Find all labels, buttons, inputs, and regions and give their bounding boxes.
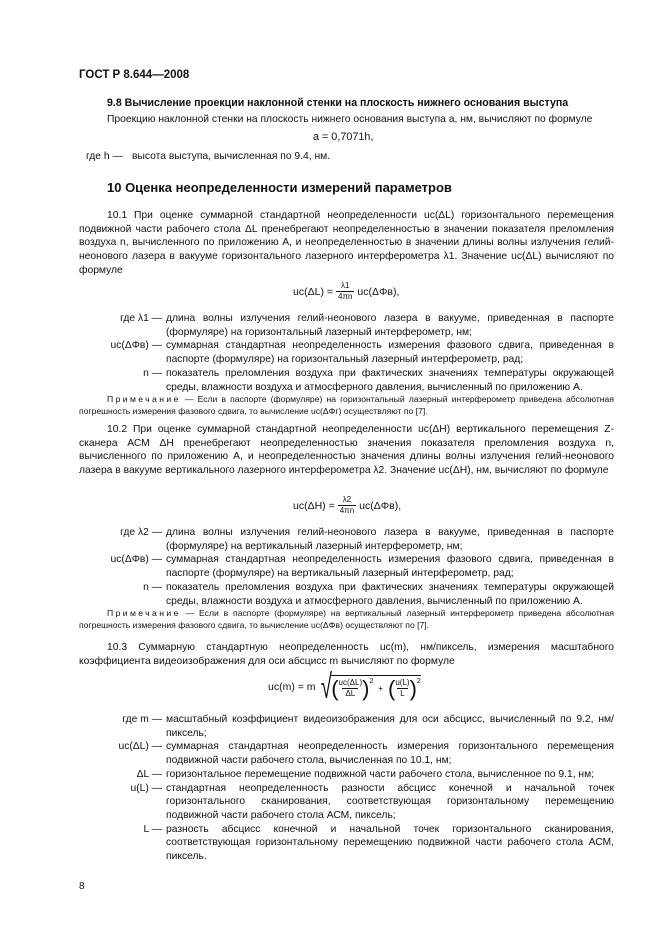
- sqrt-radicand: [331, 675, 421, 700]
- where-symbol: n —: [143, 581, 162, 593]
- where-symbol: u(L) —: [130, 782, 162, 794]
- where-item: [79, 367, 614, 394]
- where-symbol: n —: [143, 367, 162, 379]
- where-description: показатель преломления воздуха при фактических значениях температуры окружающей среды, влажности воздуха и атмосферного давления, вычисленный по приложению А.: [166, 581, 614, 607]
- where-description: показатель преломления воздуха при фактических значениях температуры окружающей среды, влажности воздуха и атмосферного давления, вычисленный по приложению А.: [166, 367, 614, 393]
- where-list-10-1: [79, 312, 614, 394]
- section-10-title: 10 Оценка неопределенности измерений параметров: [107, 180, 452, 195]
- where-item: [79, 581, 614, 608]
- plus-sign: +: [378, 684, 384, 693]
- where-list-10-3: [79, 713, 614, 864]
- note-text: — Если в паспорте (формуляре) на вертикальный лазерный интерферометр приведена абсолютная погрешность измерения фазового сдвига, то вычисление uc(ΔΦв) осуществляют по [7].: [79, 608, 614, 630]
- term1-denominator: ΔL: [342, 688, 358, 699]
- paren-open-icon: (: [331, 675, 339, 701]
- note-10-2: [79, 607, 614, 631]
- where-description: разность абсцисс конечной и начальной точек горизонтального сканирования, соответствующая горизонтальному перемещению подвижной части рабочего стола АСМ, пиксель.: [166, 823, 614, 863]
- where-description: суммарная стандартная неопределенность измерения фазового сдвига, приведенная в паспорте (формуляре) на горизонтальный лазерный интерферометр, рад;: [166, 340, 614, 366]
- paragraph-10-3: 10.3 Суммарную стандартную неопределенность uc(m), нм/пиксель, измерения масштабного коэффициента видеоизображения для оси абсцисс m вычисляют по формуле: [79, 642, 614, 667]
- where-list-10-2: [79, 526, 614, 608]
- where-item: [79, 312, 614, 339]
- page-number: 8: [79, 881, 85, 892]
- fraction-numerator: λ2: [342, 495, 352, 504]
- where-description: горизонтальное перемещение подвижной части рабочего стола, вычисленное по 9.1, нм;: [166, 768, 595, 780]
- where-description: стандартная неопределенность разности абсцисс конечной и начальной точек горизонтального сканирования, соответствующая горизонтальному перемещению подвижной части рабочего стола АСМ, пиксель;: [166, 782, 614, 821]
- where-symbol: где λ2 —: [120, 527, 162, 538]
- where-item: [79, 740, 614, 767]
- where-description: суммарная стандартная неопределенность измерения фазового сдвига, приведенная в паспорте (формуляре) на вертикальный лазерный интерферометр, рад;: [166, 554, 614, 580]
- term2-denominator: L: [397, 688, 407, 699]
- paragraph-10-1: 10.1 При оценке суммарной стандартной неопределенности uc(ΔL) горизонтального перемещения подвижной части рабочего стола ΔL пренебрегают неопределенностью в значении показателя преломления воздуха n, вычисленного по приложению А, и неопределенностью в значении длины волны излучения гелий-неонового лазера в вакууме горизонтального лазерного интерферометра λ1. Значение uc(ΔL) вычисляют по формуле: [79, 210, 614, 276]
- formula-lhs: uc(ΔH) =: [293, 499, 335, 512]
- where-description: суммарная стандартная неопределенность измерения горизонтального перемещения подвижной части рабочего стола, вычисленная по 10.1, нм;: [166, 741, 614, 767]
- note-label: Примечание: [107, 394, 181, 404]
- where-item: [79, 823, 614, 864]
- paren-open-icon: (: [388, 675, 396, 701]
- formula-lhs: uc(ΔL) =: [293, 285, 333, 298]
- fraction-numerator: λ1: [340, 281, 350, 290]
- where-item: [79, 339, 614, 366]
- paren-close-icon: ): [362, 675, 370, 701]
- where-description: длина волны излучения гелий-неонового лазера в вакууме, приведенная в паспорте (формуляре) на горизонтальный лазерный интерферометр, нм;: [166, 313, 614, 338]
- where-item: [79, 553, 614, 580]
- formula-lhs: uc(m) = m: [268, 681, 316, 693]
- where-symbol: uc(ΔΦв) —: [110, 340, 162, 352]
- note-text: — Если в паспорте (формуляре) на горизонтальный лазерный интерферометр приведена абсолютная погрешность измерения фазового сдвига, то вычисление uc(ΔΦг) осуществляют по [7].: [79, 394, 614, 416]
- term2-exponent: 2: [416, 677, 421, 685]
- formula-rhs: uc(ΔΦв),: [359, 499, 402, 512]
- where-symbol: uc(ΔΦв) —: [110, 554, 162, 566]
- paragraph-10-2: 10.2 При оценке суммарной стандартной неопределенности uc(ΔH) вертикального перемещения Z-сканера АСМ ΔH пренебрегают неопределенностью значения показателя преломления воздуха n, вычисленного по приложению А, и неопределенностью значения длины волны излучения гелий-неонового лазера в вакууме вертикального лазерного интерферометра λ2. Значение uc(ΔH), нм, вычисляют по формуле: [79, 424, 614, 477]
- formula-fraction: [338, 495, 356, 516]
- document-header: ГОСТ Р 8.644—2008: [79, 69, 190, 81]
- where-symbol: L —: [143, 823, 162, 835]
- where-item: [79, 526, 614, 553]
- formula-uc-m: [268, 668, 421, 706]
- note-10-1: [79, 393, 614, 417]
- term2-fraction: [395, 678, 409, 699]
- where-symbol: где m —: [122, 714, 162, 725]
- term2-numerator: u(L): [395, 678, 410, 687]
- note-label: Примечание: [107, 608, 181, 618]
- where-description: длина волны излучения гелий-неонового лазера в вакууме, приведенная в паспорте (формуляре) на вертикальный лазерный интерферометр, нм;: [166, 527, 614, 552]
- paren-close-icon: ): [409, 675, 417, 701]
- formula-uc-dh: [293, 495, 401, 516]
- section-9-8-intro: Проекцию наклонной стенки на плоскость нижнего основания выступа a, нм, вычисляют по формуле: [107, 114, 593, 125]
- term1-numerator: uc(ΔL): [338, 678, 363, 687]
- sqrt-icon: √: [320, 668, 332, 706]
- section-9-8-title: 9.8 Вычисление проекции наклонной стенки на плоскость нижнего основания выступа: [107, 97, 569, 109]
- fraction-denominator: 4πn: [338, 292, 353, 301]
- formula-uc-dl: [293, 281, 399, 302]
- formula-fraction: [336, 281, 354, 302]
- where-item: [79, 768, 614, 782]
- where-description: масштабный коэффициент видеоизображения для оси абсцисс, вычисленный по 9.2, нм/пиксель;: [166, 714, 614, 739]
- term1-fraction: [339, 678, 363, 699]
- where-symbol: uc(ΔL) —: [118, 741, 162, 753]
- formula-a: a = 0,7071h,: [313, 131, 374, 143]
- where-h-symbol: где h —: [86, 151, 123, 162]
- fraction-denominator: 4πn: [339, 506, 355, 515]
- term1-exponent: 2: [369, 677, 374, 685]
- where-h-desc: высота выступа, вычисленная по 9.4, нм.: [132, 151, 331, 162]
- where-symbol: ΔL —: [136, 768, 162, 780]
- where-item: [79, 713, 614, 740]
- where-item: [79, 782, 614, 823]
- where-symbol: где λ1 —: [120, 313, 162, 324]
- formula-rhs: uc(ΔΦв),: [357, 285, 400, 298]
